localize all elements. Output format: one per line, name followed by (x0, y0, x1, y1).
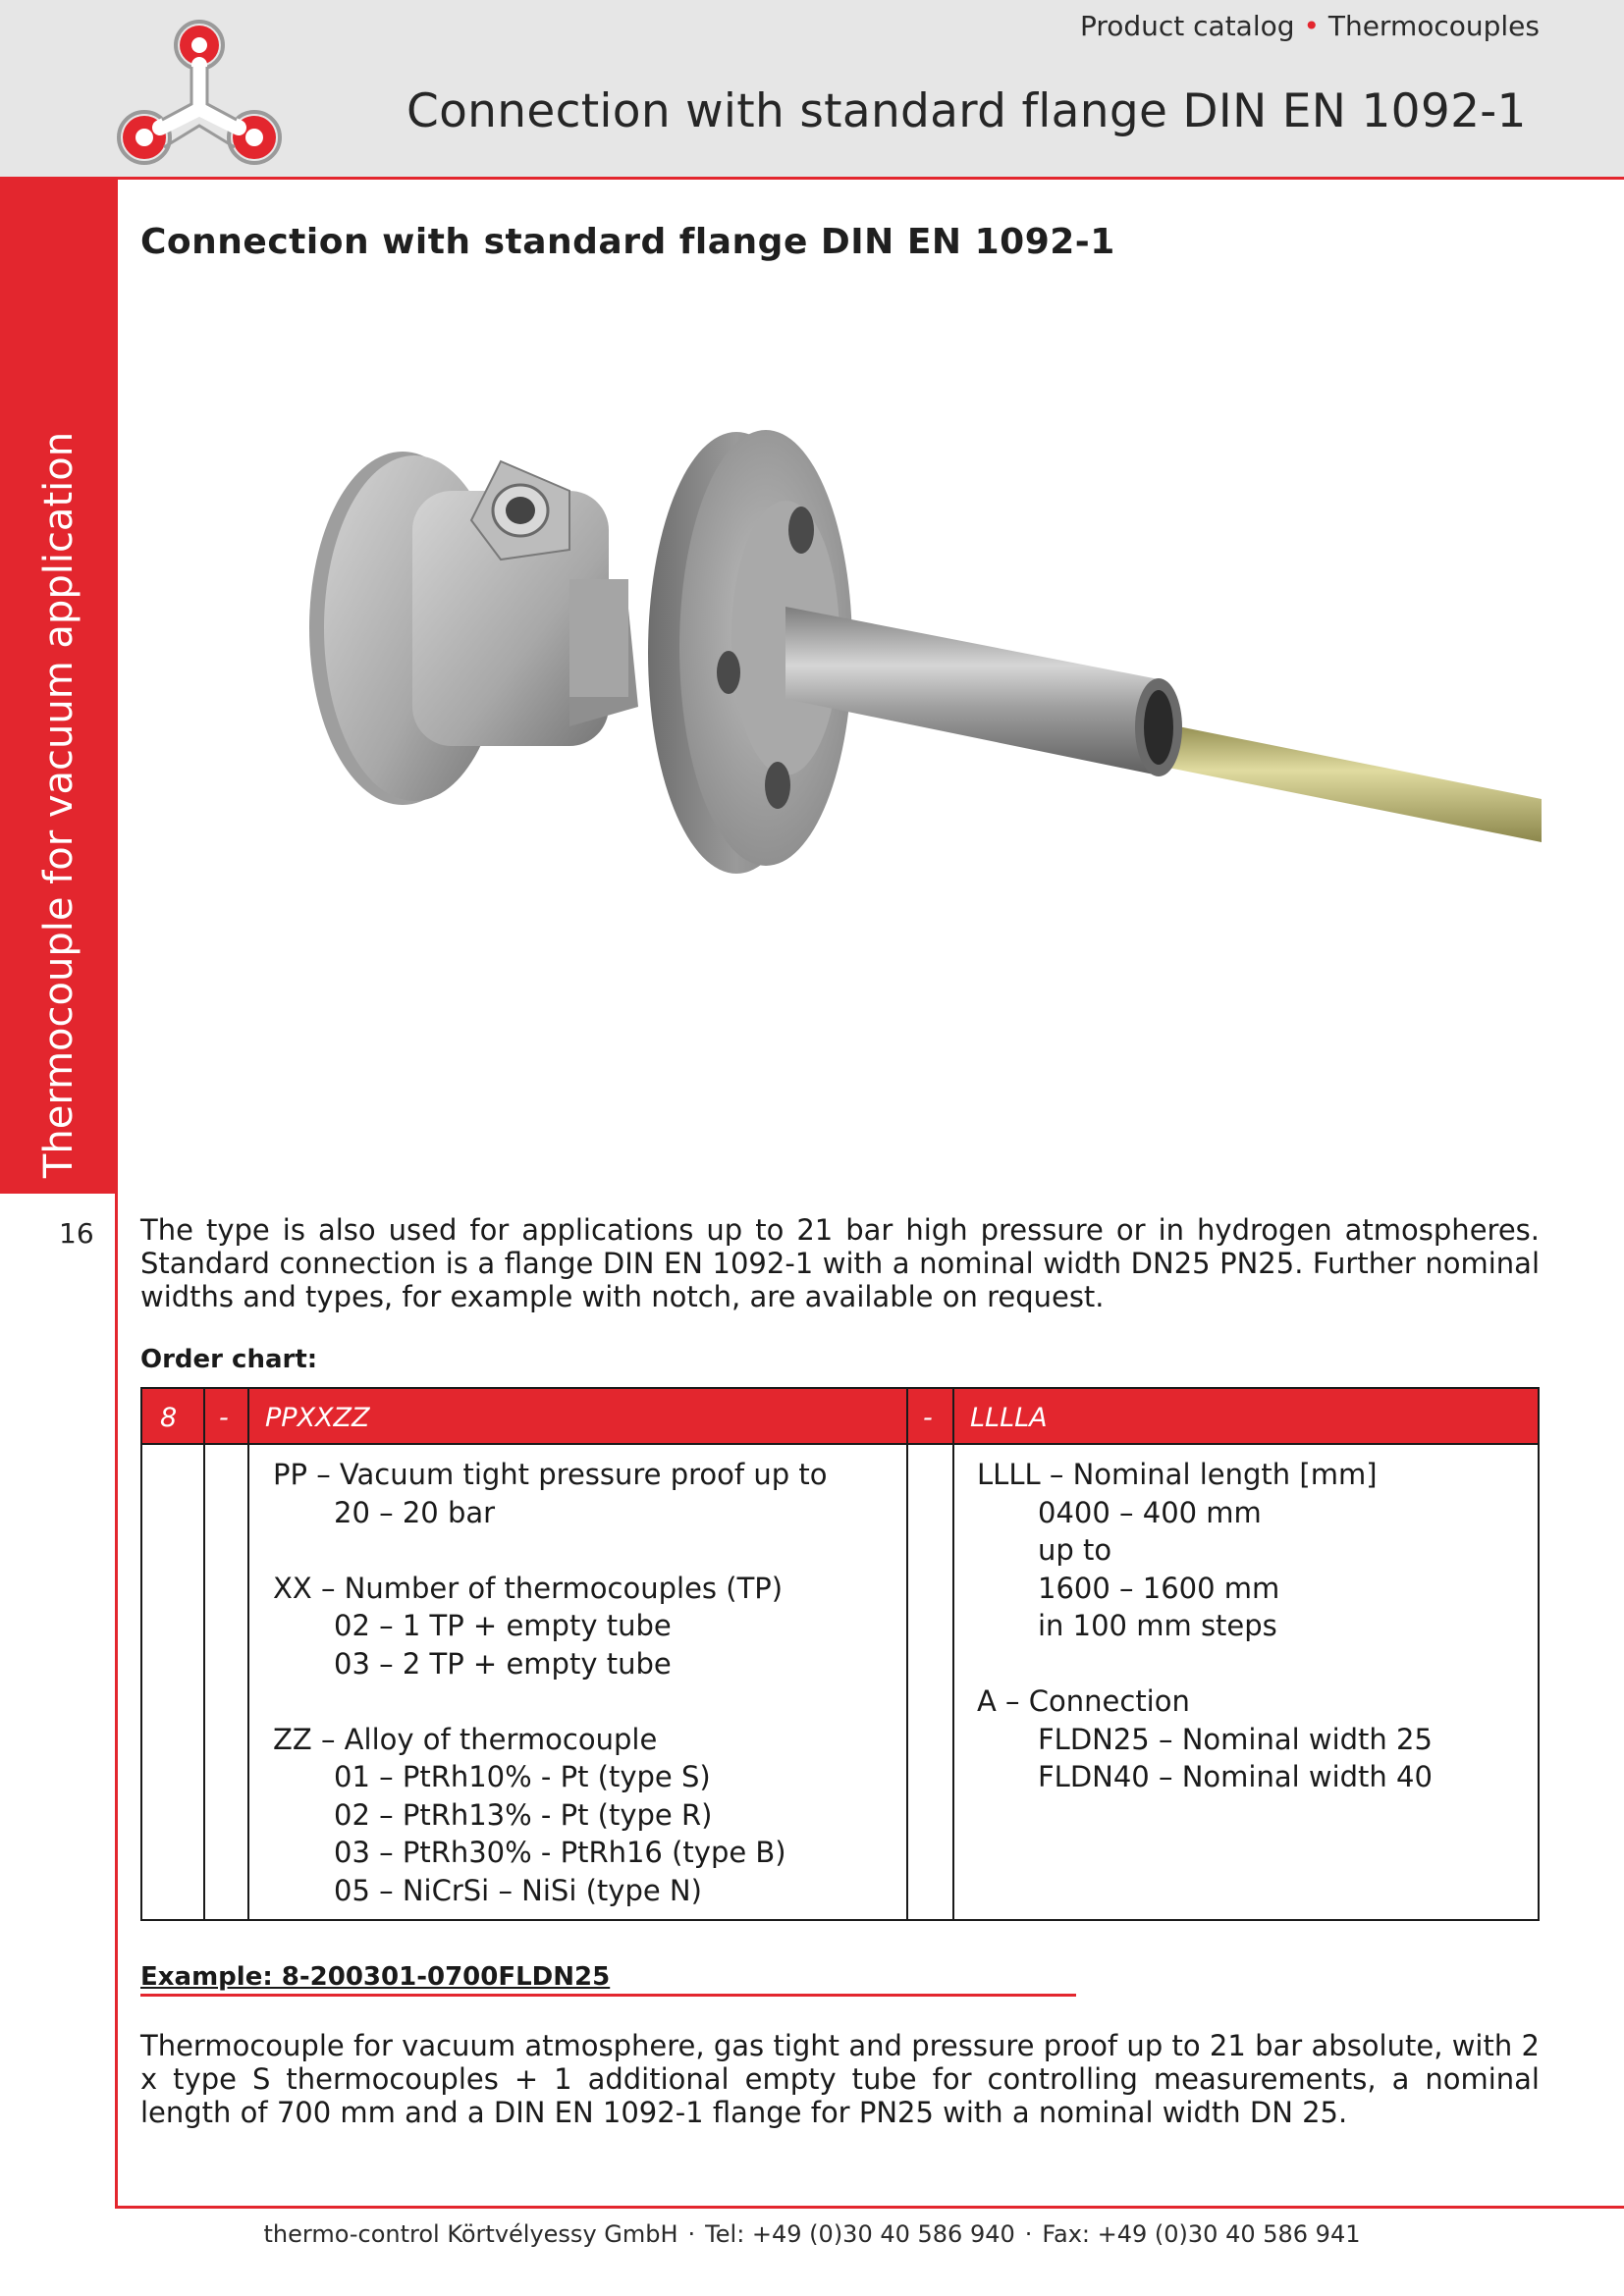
order-chart-line: 03 – 2 TP + empty tube (334, 1646, 672, 1681)
order-chart-line: A – Connection (977, 1684, 1190, 1718)
order-chart-line: up to (1038, 1533, 1112, 1567)
order-chart-line: 02 – 1 TP + empty tube (334, 1609, 672, 1642)
header-title: Connection with standard flange DIN EN 1092-1 (406, 84, 1527, 138)
frame-line-left (115, 1194, 118, 2209)
order-chart-right-column (977, 1456, 1433, 1796)
company-logo (113, 18, 286, 171)
order-chart-line: ZZ – Alloy of thermocouple (273, 1722, 658, 1756)
frame-line-top (118, 177, 1624, 180)
order-chart-line: LLLL – Nominal length [mm] (977, 1458, 1378, 1491)
order-chart-line: 03 – PtRh30% - PtRh16 (type B) (334, 1836, 786, 1869)
intro-paragraph: The type is also used for applications up to 21 bar high pressure or in hydrogen atmospheres. Standard connection is a flange DIN EN 1092-1 with a nominal width DN25 PN25. Further nominal widths and types, for example with notch, are available on request. (140, 1213, 1540, 1313)
footer-company: thermo-control Körtvélyessy GmbH (263, 2220, 678, 2248)
order-chart-line: XX – Number of thermocouples (TP) (273, 1571, 784, 1605)
footer-separator: · (1024, 2220, 1033, 2248)
side-tab-text: Thermocouple for vacuum application (36, 431, 81, 1179)
order-chart-label: Order chart: (140, 1345, 318, 1374)
footer-separator: · (687, 2220, 696, 2248)
frame-line-bottom (115, 2206, 1624, 2209)
page-header (0, 0, 1624, 177)
header-cell-dash: - (219, 1403, 229, 1433)
breadcrumb-catalog: Product catalog (1079, 10, 1295, 42)
table-divider (952, 1389, 954, 1919)
order-chart-line: in 100 mm steps (1038, 1609, 1277, 1642)
footer-tel: Tel: +49 (0)30 40 586 940 (705, 2220, 1015, 2248)
order-chart-line: 0400 – 400 mm (1038, 1495, 1262, 1529)
breadcrumb-separator: • (1303, 10, 1320, 42)
order-chart-line: 02 – PtRh13% - Pt (type R) (334, 1797, 713, 1832)
header-cell-code: PPXXZZ (265, 1403, 370, 1433)
order-chart-line: 05 – NiCrSi – NiSi (type N) (334, 1873, 702, 1907)
breadcrumb-section: Thermocouples (1327, 10, 1540, 42)
order-chart-spacer (977, 1645, 1433, 1683)
table-divider (906, 1389, 908, 1919)
section-title: Connection with standard flange DIN EN 1092-1 (140, 222, 1115, 262)
order-chart-line: 01 – PtRh10% - Pt (type S) (334, 1760, 711, 1793)
page-footer (0, 2220, 1624, 2248)
side-tab (0, 177, 118, 1194)
order-chart-spacer (273, 1531, 827, 1570)
example-paragraph: Thermocouple for vacuum atmosphere, gas tight and pressure proof up to 21 bar absolute, with 2 x type S thermocouples + 1 additional empty tube for controlling measurements, a nominal length of 700 mm and a DIN EN 1092-1 flange for PN25 with a nominal width DN 25. (140, 2029, 1540, 2129)
page-number: 16 (59, 1217, 94, 1250)
order-chart-line: PP – Vacuum tight pressure proof up to (273, 1458, 828, 1491)
order-chart-line: 20 – 20 bar (334, 1495, 496, 1529)
breadcrumb (1080, 10, 1540, 42)
table-divider (247, 1389, 249, 1919)
order-chart-left-column (273, 1456, 827, 1909)
example-label: Example: 8-200301-0700FLDN25 (140, 1962, 611, 1992)
order-chart-line: FLDN40 – Nominal width 40 (1038, 1760, 1433, 1793)
order-chart-spacer (273, 1682, 827, 1721)
table-divider (203, 1389, 205, 1919)
order-chart-line: 1600 – 1600 mm (1038, 1571, 1280, 1605)
order-chart-table (140, 1387, 1540, 1921)
footer-fax: Fax: +49 (0)30 40 586 941 (1042, 2220, 1361, 2248)
header-cell-length: LLLLA (970, 1403, 1048, 1433)
example-underline (140, 1994, 1076, 1997)
header-cell-prefix: 8 (160, 1403, 178, 1433)
product-image (275, 412, 1542, 1080)
header-cell-dash: - (923, 1403, 933, 1433)
order-chart-line: FLDN25 – Nominal width 25 (1038, 1722, 1433, 1756)
